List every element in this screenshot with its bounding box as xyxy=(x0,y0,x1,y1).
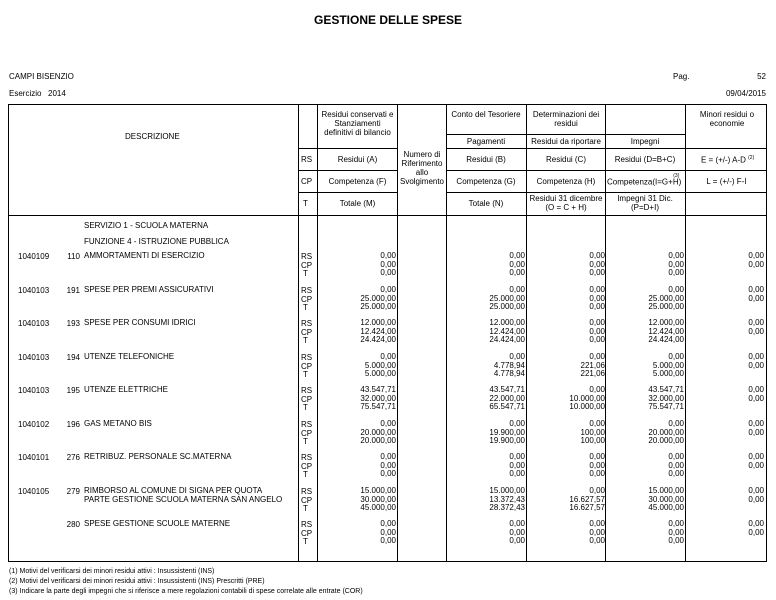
header-numero-rif: Numero di Riferimento allo Svolgimento xyxy=(399,150,445,186)
value-d: 5.000,00 xyxy=(652,360,684,370)
row-type-label: RS xyxy=(301,453,313,462)
row-description: GAS METANO BIS xyxy=(84,419,152,428)
value-c: 0,00 xyxy=(589,469,605,478)
page-title: GESTIONE DELLE SPESE xyxy=(313,13,463,27)
row-type-label: RS xyxy=(301,520,313,529)
row-number: 276 xyxy=(66,453,80,462)
value-a: 25.000,00 xyxy=(360,302,396,311)
value-d: 0,00 xyxy=(668,460,684,470)
value-b: 22.000,00 xyxy=(489,393,525,403)
value-d: 12.000,00 xyxy=(648,318,684,327)
value-a: 0,00 xyxy=(380,268,396,277)
row-description: AMMORTAMENTI DI ESERCIZIO xyxy=(84,251,205,260)
footnote-2: (2) Motivi del verificarsi dei minori residui attivi : Insussistenti (INS) Prescritti (PRE) xyxy=(9,578,265,585)
row-description: UTENZE TELEFONICHE xyxy=(84,352,175,361)
header-competenza-f: Competenza (F) xyxy=(328,177,387,186)
value-c: 0,00 xyxy=(589,536,605,545)
value-b: 0,00 xyxy=(509,285,525,294)
value-a: 45.000,00 xyxy=(360,503,396,512)
row-code: 1040109 xyxy=(18,252,50,261)
value-e: 0,00 xyxy=(748,527,764,537)
row-number: 110 xyxy=(67,252,80,261)
value-e: 0,00 xyxy=(748,486,764,495)
header-residui-31: Residui 31 dicembre (O = C + H) xyxy=(529,194,603,212)
value-a: 0,00 xyxy=(380,460,396,470)
value-a: 5.000,00 xyxy=(364,360,396,370)
value-d: 20.000,00 xyxy=(648,436,684,445)
value-b: 12.424,00 xyxy=(489,326,525,336)
value-d: 20.000,00 xyxy=(648,427,684,437)
value-b: 0,00 xyxy=(509,536,525,545)
row-type-label: CP xyxy=(301,294,313,304)
row-type-label: RS xyxy=(301,487,313,496)
header-line xyxy=(298,192,397,193)
value-d: 0,00 xyxy=(668,352,684,361)
value-d: 0,00 xyxy=(668,469,684,478)
header-line xyxy=(446,134,685,135)
value-c: 0,00 xyxy=(589,326,605,336)
value-b: 25.000,00 xyxy=(489,302,525,311)
competenza-i-text: Competenza(I=G+H) xyxy=(607,177,682,187)
value-a: 0,00 xyxy=(380,469,396,478)
value-b: 19.900,00 xyxy=(489,427,525,437)
value-e: 0,00 xyxy=(748,427,764,437)
value-e: 0,00 xyxy=(748,318,764,327)
servizio-label: SERVIZIO 1 - SCUOLA MATERNA xyxy=(84,221,209,230)
header-descrizione: DESCRIZIONE xyxy=(125,132,180,141)
value-c: 0,00 xyxy=(589,419,605,428)
value-d: 0,00 xyxy=(668,419,684,428)
value-c: 10.000,00 xyxy=(569,402,605,411)
value-c: 0,00 xyxy=(589,285,605,294)
header-residui-b: Residui (B) xyxy=(466,155,506,164)
row-type-label: T xyxy=(303,437,308,446)
value-c: 100,00 xyxy=(580,427,605,437)
value-c: 0,00 xyxy=(589,318,605,327)
row-code: 1040102 xyxy=(18,420,50,429)
row-code: 1040101 xyxy=(18,453,50,462)
value-b: 12.000,00 xyxy=(489,318,525,327)
value-a: 0,00 xyxy=(380,285,396,294)
header-rs: RS xyxy=(301,155,313,164)
value-b: 0,00 xyxy=(509,259,525,269)
row-type-label: CP xyxy=(301,461,313,471)
value-c: 0,00 xyxy=(589,251,605,260)
value-d: 0,00 xyxy=(668,452,684,461)
header-e-formula xyxy=(701,155,754,165)
esercizio-label: Esercizio xyxy=(9,89,42,98)
value-e: 0,00 xyxy=(748,419,764,428)
funzione-label: FUNZIONE 4 - ISTRUZIONE PUBBLICA xyxy=(84,237,229,246)
value-d: 0,00 xyxy=(668,259,684,269)
print-date: 09/04/2015 xyxy=(725,89,766,98)
header-competenza-h: Competenza (H) xyxy=(536,177,596,186)
row-description: SPESE GESTIONE SCUOLE MATERNE xyxy=(84,519,231,528)
value-b: 0,00 xyxy=(509,352,525,361)
row-type-label: T xyxy=(303,269,308,278)
value-e: 0,00 xyxy=(748,293,764,303)
header-line xyxy=(298,148,397,149)
row-number: 193 xyxy=(66,319,80,328)
value-e: 0,00 xyxy=(748,452,764,461)
row-type-label: CP xyxy=(301,327,313,337)
header-residui-d: Residui (D=B+C) xyxy=(614,155,676,164)
row-type-label: RS xyxy=(301,420,313,429)
value-e: 0,00 xyxy=(748,385,764,394)
value-d: 24.424,00 xyxy=(648,335,684,344)
value-d: 0,00 xyxy=(668,519,684,528)
value-b: 0,00 xyxy=(509,268,525,277)
col-divider xyxy=(298,104,299,562)
value-a: 75.547,71 xyxy=(360,402,396,411)
value-c: 0,00 xyxy=(589,268,605,277)
row-type-label: CP xyxy=(301,428,313,438)
value-a: 12.000,00 xyxy=(360,318,396,327)
footnote-1: (1) Motivi del verificarsi dei minori residui attivi : Insussistenti (INS) xyxy=(9,568,215,575)
value-c: 16.627,57 xyxy=(569,503,605,512)
value-c: 0,00 xyxy=(589,486,605,495)
value-c: 221,06 xyxy=(580,369,605,378)
row-type-label: CP xyxy=(301,528,313,538)
row-description: SPESE PER PREMI ASSICURATIVI xyxy=(84,285,214,294)
header-residui-a: Residui (A) xyxy=(337,155,378,164)
value-b: 43.547,71 xyxy=(489,385,525,394)
value-d: 45.000,00 xyxy=(648,503,684,512)
header-line xyxy=(446,170,767,171)
row-code: 1040103 xyxy=(18,386,50,395)
value-c: 0,00 xyxy=(589,259,605,269)
value-b: 0,00 xyxy=(509,469,525,478)
header-t: T xyxy=(303,199,308,208)
value-a: 0,00 xyxy=(380,536,396,545)
value-a: 20.000,00 xyxy=(360,427,396,437)
esercizio-year: 2014 xyxy=(48,89,66,98)
value-d: 30.000,00 xyxy=(648,494,684,504)
row-description: RETRIBUZ. PERSONALE SC.MATERNA xyxy=(84,452,232,461)
value-e: 0,00 xyxy=(748,326,764,336)
header-bottom-line xyxy=(8,215,767,216)
value-c: 0,00 xyxy=(589,335,605,344)
row-code: 1040103 xyxy=(18,353,50,362)
ente-name: CAMPI BISENZIO xyxy=(9,72,74,81)
value-c: 0,00 xyxy=(589,385,605,394)
value-c: 10.000,00 xyxy=(569,393,605,403)
row-code: 1040103 xyxy=(18,319,50,328)
value-c: 221,06 xyxy=(580,360,605,370)
e-formula-text: E = (+/-) A-D xyxy=(701,155,746,165)
value-d: 25.000,00 xyxy=(648,302,684,311)
row-type-label: T xyxy=(303,370,308,379)
value-d: 0,00 xyxy=(668,285,684,294)
value-e: 0,00 xyxy=(748,360,764,370)
value-a: 43.547,71 xyxy=(360,385,396,394)
value-d: 43.547,71 xyxy=(648,385,684,394)
row-description: SPESE PER CONSUMI IDRICI xyxy=(84,318,196,327)
header-residui-riportare: Residui da riportare xyxy=(531,137,601,146)
header-minori-residui: Minori residui o economie xyxy=(699,110,755,128)
value-c: 0,00 xyxy=(589,519,605,528)
value-b: 19.900,00 xyxy=(489,436,525,445)
row-type-label: RS xyxy=(301,252,313,261)
header-residui-c: Residui (C) xyxy=(545,155,586,164)
header-cp: CP xyxy=(301,177,313,186)
row-type-label: T xyxy=(303,537,308,546)
row-number: 280 xyxy=(66,520,80,529)
page-label: Pag. xyxy=(673,72,690,81)
e-footnote-ref: (2) xyxy=(748,155,755,161)
header-impegni-31: Impegni 31 Dic. (P=D+I) xyxy=(617,194,673,212)
row-code: 1040103 xyxy=(18,286,50,295)
page-number: 52 xyxy=(757,72,766,81)
value-a: 0,00 xyxy=(380,527,396,537)
value-c: 0,00 xyxy=(589,452,605,461)
value-b: 24.424,00 xyxy=(489,335,525,344)
row-number: 191 xyxy=(66,286,80,295)
value-a: 20.000,00 xyxy=(360,436,396,445)
value-e: 0,00 xyxy=(748,519,764,528)
row-number: 194 xyxy=(66,353,80,362)
value-b: 28.372,43 xyxy=(489,503,525,512)
value-b: 0,00 xyxy=(509,527,525,537)
i-footnote-ref: (3) xyxy=(673,173,680,179)
value-d: 15.000,00 xyxy=(648,486,684,495)
value-c: 100,00 xyxy=(580,436,605,445)
value-b: 0,00 xyxy=(509,251,525,260)
value-a: 15.000,00 xyxy=(360,486,396,495)
value-b: 4.778,94 xyxy=(493,369,525,378)
header-competenza-g: Competenza (G) xyxy=(456,177,516,186)
row-type-label: T xyxy=(303,504,308,513)
header-totale-n: Totale (N) xyxy=(468,199,504,208)
value-e: 0,00 xyxy=(748,259,764,269)
value-e: 0,00 xyxy=(748,460,764,470)
value-b: 0,00 xyxy=(509,419,525,428)
header-line xyxy=(298,170,397,171)
header-residui-conservati: Residui conservati e Stanziamenti definitivi di bilancio xyxy=(321,110,394,137)
value-a: 5.000,00 xyxy=(364,369,396,378)
value-b: 13.372,43 xyxy=(489,494,525,504)
value-e: 0,00 xyxy=(748,393,764,403)
value-c: 0,00 xyxy=(589,293,605,303)
value-a: 0,00 xyxy=(380,419,396,428)
value-d: 12.424,00 xyxy=(648,326,684,336)
row-number: 279 xyxy=(66,487,80,496)
row-type-label: RS xyxy=(301,286,313,295)
value-c: 0,00 xyxy=(589,302,605,311)
value-e: 0,00 xyxy=(748,251,764,260)
value-b: 65.547,71 xyxy=(489,402,525,411)
value-b: 0,00 xyxy=(509,460,525,470)
value-a: 0,00 xyxy=(380,352,396,361)
value-b: 0,00 xyxy=(509,452,525,461)
row-type-label: CP xyxy=(301,260,313,270)
row-type-label: RS xyxy=(301,386,313,395)
value-d: 0,00 xyxy=(668,268,684,277)
row-code: 1040105 xyxy=(18,487,50,496)
row-type-label: CP xyxy=(301,495,313,505)
header-determinazioni: Determinazioni dei residui xyxy=(532,110,600,128)
value-b: 0,00 xyxy=(509,519,525,528)
value-a: 0,00 xyxy=(380,519,396,528)
row-type-label: RS xyxy=(301,319,313,328)
row-type-label: T xyxy=(303,303,308,312)
value-c: 0,00 xyxy=(589,460,605,470)
value-a: 12.424,00 xyxy=(360,326,396,336)
header-pagamenti: Pagamenti xyxy=(466,137,506,146)
header-competenza-i xyxy=(607,173,687,187)
value-d: 0,00 xyxy=(668,527,684,537)
row-type-label: CP xyxy=(301,361,313,371)
value-b: 4.778,94 xyxy=(493,360,525,370)
value-d: 0,00 xyxy=(668,251,684,260)
header-impegni: Impegni xyxy=(630,137,660,146)
value-a: 0,00 xyxy=(380,259,396,269)
value-d: 75.547,71 xyxy=(648,402,684,411)
header-conto-tesoriere: Conto del Tesoriere xyxy=(451,110,521,119)
value-e: 0,00 xyxy=(748,285,764,294)
row-description: RIMBORSO AL COMUNE DI SIGNA PER QUOTA PARTE GESTIONE SCUOLA MATERNA SAN ANGELO xyxy=(84,486,283,504)
value-a: 0,00 xyxy=(380,452,396,461)
header-l-formula: L = (+/-) F-I xyxy=(706,177,747,186)
row-type-label: T xyxy=(303,336,308,345)
value-b: 15.000,00 xyxy=(489,486,525,495)
value-a: 25.000,00 xyxy=(360,293,396,303)
value-a: 30.000,00 xyxy=(360,494,396,504)
value-d: 0,00 xyxy=(668,536,684,545)
footnote-3: (3) Indicare la parte degli impegni che si riferisce a mere regolazioni contabili di spese correlate alle entrate (COR) xyxy=(9,588,363,595)
row-number: 196 xyxy=(66,420,80,429)
row-type-label: T xyxy=(303,470,308,479)
row-type-label: RS xyxy=(301,353,313,362)
value-d: 25.000,00 xyxy=(648,293,684,303)
value-d: 32.000,00 xyxy=(648,393,684,403)
value-c: 0,00 xyxy=(589,352,605,361)
row-type-label: CP xyxy=(301,394,313,404)
value-b: 25.000,00 xyxy=(489,293,525,303)
header-totale-m: Totale (M) xyxy=(339,199,376,208)
header-line xyxy=(446,148,767,149)
value-a: 24.424,00 xyxy=(360,335,396,344)
value-d: 5.000,00 xyxy=(652,369,684,378)
value-e: 0,00 xyxy=(748,494,764,504)
row-number: 195 xyxy=(66,386,80,395)
row-description: UTENZE ELETTRICHE xyxy=(84,385,169,394)
value-e: 0,00 xyxy=(748,352,764,361)
value-c: 16.627,57 xyxy=(569,494,605,504)
value-a: 0,00 xyxy=(380,251,396,260)
value-c: 0,00 xyxy=(589,527,605,537)
header-line xyxy=(446,192,767,193)
row-type-label: T xyxy=(303,403,308,412)
value-a: 32.000,00 xyxy=(360,393,396,403)
